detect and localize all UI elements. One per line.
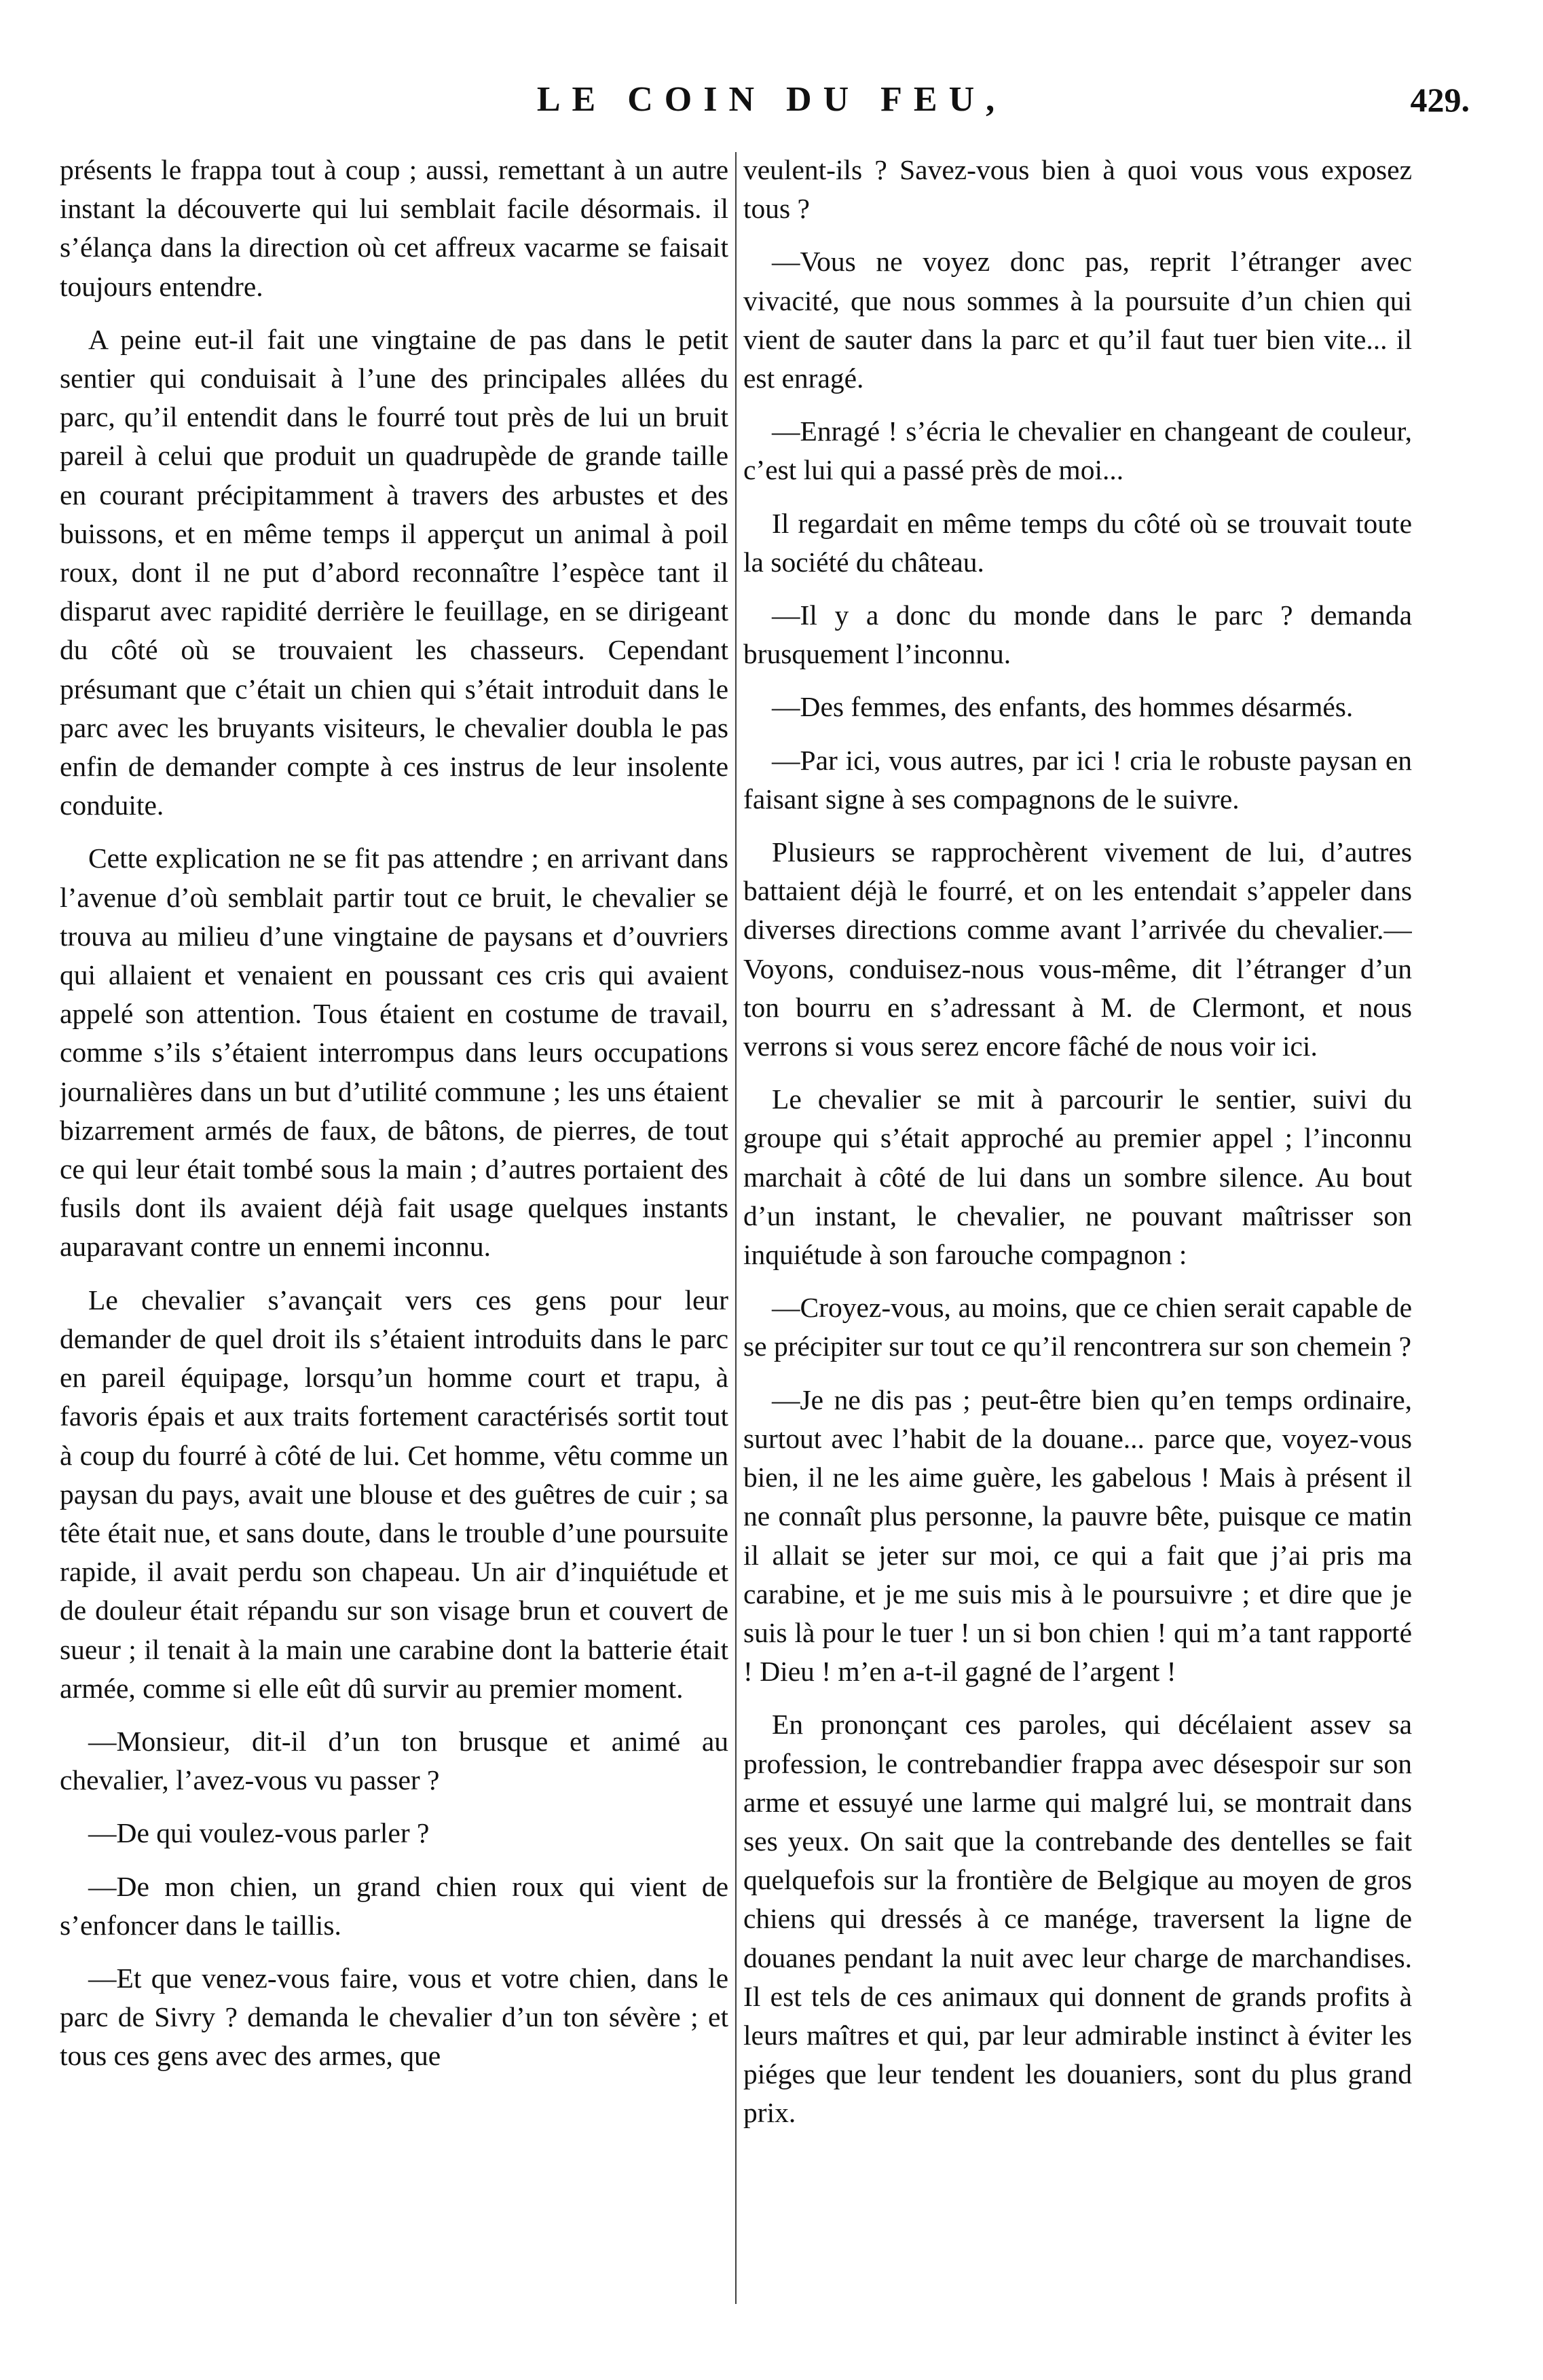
- left-text-column: [60, 151, 728, 2326]
- dialogue-paragraph: —De mon chien, un grand chien roux qui vient de s’enfoncer dans le taillis.: [60, 1870, 728, 1941]
- dialogue-paragraph: —Il y a donc du monde dans le parc ? demanda brusquement l’inconnu.: [743, 599, 1412, 670]
- paragraph: Le chevalier se mit à parcourir le sentier, suivi du groupe qui s’était approché au premier appel ; l’inconnu marchait à côté de lui dans un sombre silence. Au bout d’un instant, le chevalier, ne pouvant maîtrisser son inquiétude à son farouche compagnon :: [743, 1083, 1412, 1271]
- dialogue-paragraph: —Monsieur, dit-il d’un ton brusque et animé au chevalier, l’avez-vous vu passer ?: [60, 1725, 728, 1796]
- dialogue-paragraph: —Enragé ! s’écria le chevalier en changeant de couleur, c’est lui qui a passé près de moi...: [743, 415, 1412, 486]
- paragraph: veulent-ils ? Savez-vous bien à quoi vous vous exposez tous ?: [743, 154, 1412, 225]
- dialogue-paragraph: —Par ici, vous autres, par ici ! cria le robuste paysan en faisant signe à ses compagnons de le suivre.: [743, 744, 1412, 815]
- dialogue-paragraph: —Des femmes, des enfants, des hommes désarmés.: [772, 691, 1354, 723]
- dialogue-paragraph: —Vous ne voyez donc pas, reprit l’étranger avec vivacité, que nous sommes à la poursuite d’un chien qui vient de sauter dans la parc et qu’il faut tuer bien vite... il est enragé.: [743, 246, 1412, 394]
- paragraph: présents le frappa tout à coup ; aussi, remettant à un autre instant la découverte qui lui semblait facile désormais. il s’élança dans la direction où cet affreux vacarme se faisait toujours entendre.: [60, 154, 728, 302]
- paragraph: Cette explication ne se fit pas attendre ; en arrivant dans l’avenue d’où semblait partir tout ce bruit, le chevalier se trouva au milieu d’une vingtaine de paysans et d’ouvriers qui allaient et venaient en poussant ces cris qui avaient appelé son attention. Tous étaient en costume de travail, comme s’ils s’étaient interrompus dans leurs occupations journalières dans un but d’utilité commune ; les uns étaient bizarrement armés de faux, de bâtons, de pierres, de tout ce qui leur était tombé sous la main ; d’autres portaient des fusils dont ils avaient déjà fait usage quelques instants auparavant contre un ennemi inconnu.: [60, 842, 728, 1263]
- paragraph: Plusieurs se rapprochèrent vivement de lui, d’autres battaient déjà le fourré, et on les entendait s’appeler dans diverses directions comme avant l’arrivée du chevalier.—Voyons, conduisez-nous vous-même, dit l’étranger d’un ton bourru en s’adressant à M. de Clermont, et nous verrons si vous serez encore fâché de nous voir ici.: [743, 836, 1412, 1062]
- running-title: LE COIN DU FEU,: [536, 80, 1007, 119]
- paragraph: En prononçant ces paroles, qui décélaient assev sa profession, le contrebandier frappa avec désespoir sur son arme et essuyé une larme qui malgré lui, se montrait dans ses yeux. On sait que la contrebande des dentelles se fait quelquefois sur la frontière de Belgique au moyen de gros chiens qui dressés à ce manége, traversent la ligne de douanes pendant la nuit avec leur charge de marchandises. Il est tels de ces animaux qui donnent de grands profits à leurs maîtres et qui, par leur admirable instinct à éviter les piéges que leur tendent les douaniers, sont du plus grand prix.: [743, 1709, 1412, 2129]
- right-text-column: [743, 151, 1412, 2326]
- dialogue-paragraph: —Et que venez-vous faire, vous et votre chien, dans le parc de Sivry ? demanda le chevalier d’un ton sévère ; et tous ces gens avec des armes, que: [60, 1962, 728, 2072]
- dialogue-paragraph: —Croyez-vous, au moins, que ce chien serait capable de se précipiter sur tout ce qu’il rencontrera sur son chemein ?: [743, 1292, 1412, 1362]
- paragraph: Le chevalier s’avançait vers ces gens pour leur demander de quel droit ils s’étaient introduits dans le parc en pareil équipage, lorsqu’un homme court et trapu, à favoris épais et aux traits fortement caractérisés sortit tout à coup du fourré à côté de lui. Cet homme, vêtu comme un paysan du pays, avait une blouse et des guêtres de cuir ; sa tête était nue, et sans doute, dans le trouble d’une poursuite rapide, il avait perdu son chapeau. Un air d’inquiétude et de douleur était répandu sur son visage brun et couvert de sueur ; il tenait à la main une carabine dont la batterie était armée, comme si elle eût dû survir au premier moment.: [60, 1284, 728, 1704]
- dialogue-paragraph: —De qui voulez-vous parler ?: [88, 1817, 430, 1849]
- dialogue-paragraph: —Je ne dis pas ; peut-être bien qu’en temps ordinaire, surtout avec l’habit de la douane... parce que, voyez-vous bien, il ne les aime guère, les gabelous ! Mais à présent il ne connaît plus personne, la pauvre bête, puisque ce matin il allait se jeter sur moi, ce qui a fait que j’ai pris ma carabine, et je me suis mis à le poursuivre ; et dire que je suis là pour le tuer ! un si bon chien ! qui m’a tant rapporté ! Dieu ! m’en a-t-il gagné de l’argent !: [743, 1383, 1412, 1688]
- page-number: 429.: [1410, 81, 1470, 119]
- column-divider: [735, 152, 737, 2304]
- page-header: [61, 76, 1482, 130]
- paragraph: A peine eut-il fait une vingtaine de pas dans le petit sentier qui conduisait à l’une des principales allées du parc, qu’il entendit dans le fourré tout près de lui un bruit pareil à celui que produit un quadrupède de grande taille en courant précipitamment à travers des arbustes et des buissons, et en même temps il apperçut un animal à poil roux, dont il ne put d’abord reconnaître l’espèce tant il disparut avec rapidité derrière le feuillage, en se dirigeant du côté où se trouvaient les chasseurs. Cependant présumant que c’était un chien qui s’était introduit dans le parc avec les bruyants visiteurs, le chevalier doubla le pas enfin de demander compte à ces instrus de leur insolente conduite.: [60, 323, 728, 821]
- paragraph: Il regardait en même temps du côté où se trouvait toute la société du château.: [743, 507, 1412, 578]
